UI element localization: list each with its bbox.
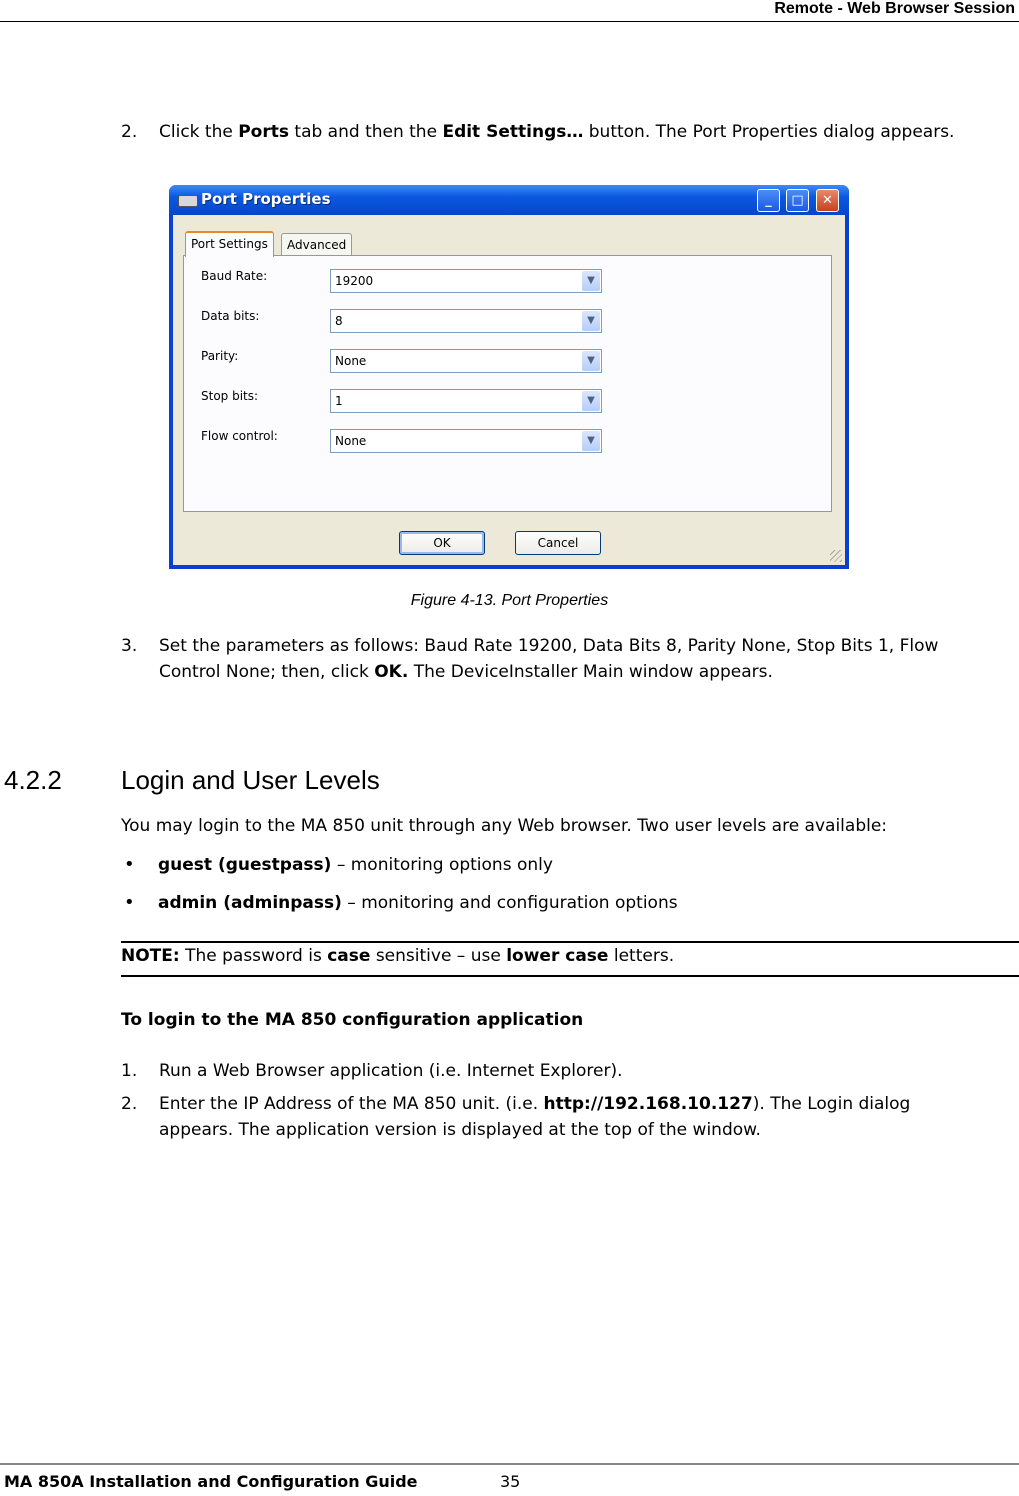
text-run: Enter the IP Address of the MA 850 unit. (i.e. (159, 1094, 544, 1114)
bullet-icon: • (124, 892, 135, 913)
parity-value: None (335, 354, 367, 368)
dialog-titlebar[interactable] (169, 185, 849, 215)
bullet-admin (158, 893, 678, 913)
intro-paragraph: You may login to the MA 850 unit through any Web browser. Two user levels are available: (121, 816, 888, 836)
tab-advanced[interactable]: Advanced (281, 233, 352, 255)
text-run: The password is (179, 946, 328, 966)
section-number: 4.2.2 (4, 765, 62, 795)
page-number: 35 (500, 1472, 521, 1491)
admin-credential: admin (adminpass) (158, 893, 342, 913)
chevron-down-icon[interactable]: ▼ (582, 431, 600, 451)
flow-control-label: Flow control: (201, 429, 278, 443)
stop-bits-label: Stop bits: (201, 389, 259, 403)
step-text (159, 1091, 989, 1143)
step-number: 1. (121, 1061, 138, 1081)
baud-rate-label: Baud Rate: (201, 269, 268, 283)
text-run: button. The Port Properties dialog appears. (583, 122, 955, 142)
ok-button[interactable]: OK (399, 531, 485, 555)
figure-caption: Figure 4-13. Port Properties (410, 592, 609, 609)
section-title: Login and User Levels (121, 765, 380, 795)
stop-bits-value: 1 (335, 394, 343, 408)
edit-settings-term: Edit Settings… (442, 122, 584, 142)
footer-rule (0, 1463, 1019, 1465)
text-run: tab and then the (289, 122, 443, 142)
text-run: Set the parameters as follows: Baud Rate 19200, Data Bits 8, Parity None, Stop Bits 1, Flow Control None; then, click (159, 636, 939, 682)
data-bits-select[interactable] (330, 309, 602, 333)
data-bits-label: Data bits: (201, 309, 260, 323)
ok-term: OK. (374, 662, 409, 682)
running-header: Remote - Web Browser Session (774, 0, 1015, 17)
header-rule (0, 21, 1019, 22)
baud-rate-value: 19200 (335, 274, 374, 288)
text-run: – monitoring options only (331, 855, 553, 875)
footer-title: MA 850A Installation and Configuration Guide (4, 1472, 418, 1491)
tab-port-settings[interactable]: Port Settings (185, 231, 274, 257)
text-run: letters. (608, 946, 675, 966)
parity-label: Parity: (201, 349, 239, 363)
step-text (159, 633, 989, 685)
ports-term: Ports (238, 122, 289, 142)
dialog-title: Port Properties (201, 190, 331, 208)
flow-control-value: None (335, 434, 367, 448)
resize-grip-icon[interactable] (830, 550, 842, 562)
text-run: – monitoring and configuration options (341, 893, 678, 913)
minimize-icon[interactable]: _ (757, 189, 780, 212)
step-number: 3. (121, 636, 138, 656)
port-icon (178, 195, 198, 207)
chevron-down-icon[interactable]: ▼ (582, 271, 600, 291)
port-properties-dialog (169, 185, 849, 569)
cancel-button[interactable]: Cancel (515, 531, 601, 555)
bullet-icon: • (124, 854, 135, 875)
stop-bits-select[interactable] (330, 389, 602, 413)
case-term: case (327, 946, 371, 966)
step-text (159, 119, 989, 145)
text-run: Run a Web Browser application (i.e. Internet Explorer). (159, 1061, 623, 1081)
parity-select[interactable] (330, 349, 602, 373)
data-bits-value: 8 (335, 314, 343, 328)
close-icon[interactable]: ✕ (816, 189, 839, 212)
chevron-down-icon[interactable]: ▼ (582, 311, 600, 331)
dialog-body (173, 215, 845, 565)
maximize-icon[interactable]: □ (786, 189, 809, 212)
baud-rate-select[interactable] (330, 269, 602, 293)
step-text (159, 1058, 989, 1084)
step-number: 2. (121, 1094, 138, 1114)
chevron-down-icon[interactable]: ▼ (582, 351, 600, 371)
text-run: ). The Login dialog appears. The application version is displayed at the top of the window. (159, 1094, 911, 1140)
note-text (121, 946, 674, 966)
text-run: Click the (159, 122, 239, 142)
port-settings-panel (183, 255, 832, 512)
chevron-down-icon[interactable]: ▼ (582, 391, 600, 411)
text-run: sensitive – use (370, 946, 507, 966)
step-number: 2. (121, 122, 138, 142)
flow-control-select[interactable] (330, 429, 602, 453)
text-run: The DeviceInstaller Main window appears. (408, 662, 773, 682)
ip-address-example: http://192.168.10.127 (543, 1094, 753, 1114)
guest-credential: guest (guestpass) (158, 855, 332, 875)
note-label: NOTE: (121, 946, 180, 966)
bullet-guest (158, 855, 553, 875)
lower-case-term: lower case (506, 946, 609, 966)
procedure-title: To login to the MA 850 configuration application (121, 1010, 584, 1030)
